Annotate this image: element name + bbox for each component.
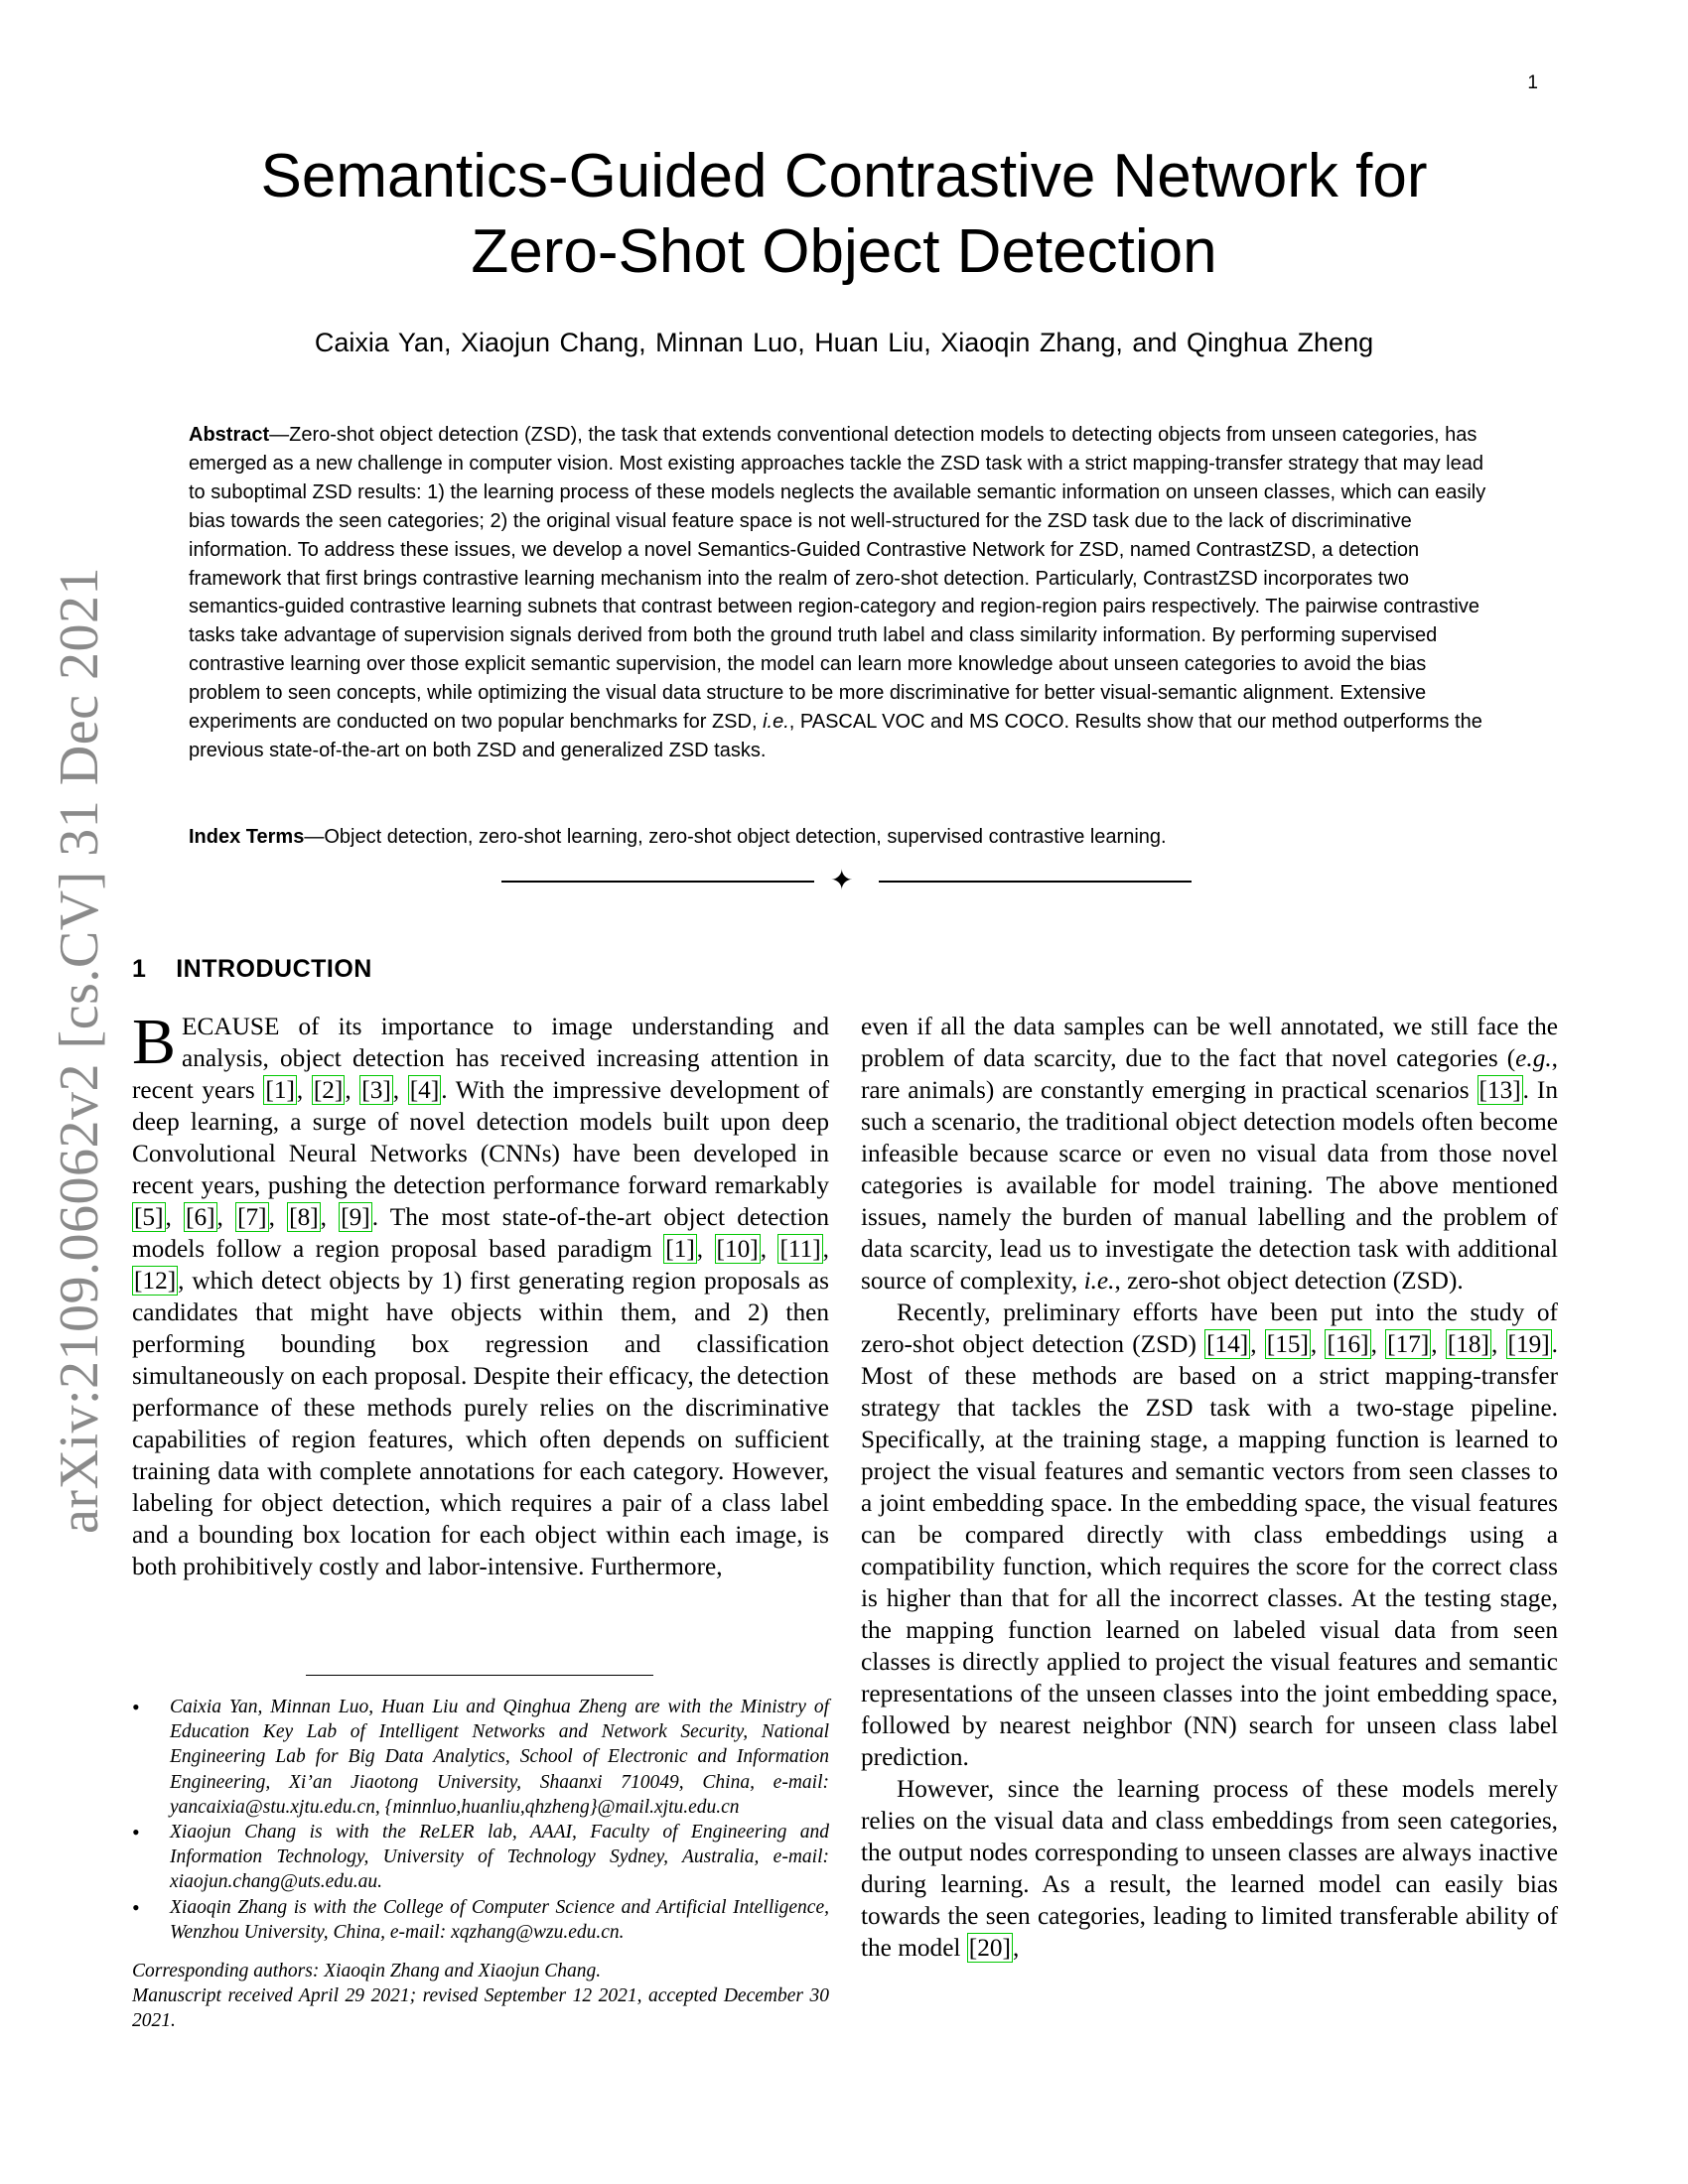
citation-link[interactable]: [4] <box>409 1076 440 1104</box>
abstract-label: Abstract <box>189 424 270 446</box>
abstract-text-end: , PASCAL VOC and MS COCO. Results show that our method outperforms the previous state-of-the-art on both ZSD and generalized ZSD tasks. <box>189 711 1482 761</box>
section-title-rest: NTRODUCTION <box>183 955 372 983</box>
citation-link[interactable]: [12] <box>134 1267 177 1295</box>
citation-link[interactable]: [11] <box>779 1235 821 1263</box>
text-segment: , which detect objects by 1) first generating region proposals as candidates that might have objects within them, and 2) then performing bounding box regression and classification simultaneously on each proposal. Despite their efficacy, the detection performance of these methods purely relies on the discriminative capabilities of region features, which often depends on sufficient training data with complete annotations for each category. However, labeling for object detection, which requires a pair of a class label and a bounding box location for each object within each image, is both prohibitively costly and labor-intensive. Furthermore, <box>132 1267 829 1580</box>
index-terms-label: Index Terms <box>189 826 305 848</box>
corresponding-authors: Corresponding authors: Xiaoqin Zhang and Xiaojun Chang. <box>132 1961 602 1982</box>
citation-link[interactable]: [18] <box>1447 1330 1489 1358</box>
footnote-rule <box>306 1675 653 1676</box>
citation-link[interactable]: [3] <box>361 1076 391 1104</box>
intro-paragraph-1-cont <box>861 1011 1558 1297</box>
separator-diamond-icon: ✦ <box>830 864 854 896</box>
title-line-1: Semantics-Guided Contrastive Network for <box>260 142 1428 210</box>
text-segment: . With the impressive development of deep learning, a surge of novel detection models built upon deep Convolutional Neural Networks (CNNs) have been developed in recent years, pushing the detection performance forward remarkably <box>132 1076 830 1199</box>
citation-link[interactable]: [14] <box>1206 1330 1249 1358</box>
text-segment: . Most of these methods are based on a strict mapping-transfer strategy that tackles the ZSD task with a two-stage pipeline. Specifically, at the training stage, a mapping function is learned to project the visual features and semantic vectors from seen classes to a joint embedding space. In the embedding space, the visual features can be compared directly with class embeddings using a compatibility function, which requires the score for the correct class is higher than that for all the incorrect classes. At the testing stage, the mapping function learned on labeled visual data from seen classes is directly applied to project the visual features and semantic representations of the unseen classes into the joint embedding space, followed by nearest neighbor (NN) search for unseen class label prediction. <box>861 1330 1558 1771</box>
text-segment: of its importance to image understanding and analysis, object detection has received increasing attention in recent years <box>132 1013 829 1104</box>
affiliation-footnote: • Xiaojun Chang is with the ReLER lab, AAAI, Faculty of Engineering and Information Technology, University of Technology Sydney, Australia, e-mail: xiaojun.chang@uts.edu.au. <box>132 1820 829 1895</box>
text-segment: , rare animals) are constantly emerging in practical scenarios <box>861 1044 1558 1104</box>
drop-cap: B <box>132 1006 177 1078</box>
intro-paragraph-3 <box>861 1773 1558 1964</box>
separator-line-left <box>501 881 814 883</box>
citation-link[interactable]: [6] <box>186 1203 215 1231</box>
text-segment: . In such a scenario, the traditional object detection models often become infeasible because scarce or even no visual data from those novel categories is available for model training. The above mentioned issues, namely the burden of manual labelling and the problem of data scarcity, lead us to investigate the detection task with additional source of complexity, <box>861 1076 1558 1295</box>
right-column <box>861 1011 1558 1964</box>
citation-link[interactable]: [7] <box>237 1203 267 1231</box>
abstract-ie: i.e. <box>763 711 789 734</box>
text-segment: However, since the learning process of these models merely relies on the visual data and class embeddings from seen categories, the output nodes corresponding to unseen classes are always inactive during learning. As a result, the learned model can easily bias towards the seen categories, leading to limited transferable ability of the model <box>861 1775 1558 1962</box>
footnote-extra <box>132 1959 829 2034</box>
smallcaps-lead: ECAUSE <box>182 1013 280 1040</box>
left-column <box>132 1006 830 1582</box>
index-terms <box>189 823 1499 851</box>
section-title-initial: I <box>176 955 184 983</box>
arxiv-stamp: arXiv:2109.06062v2 [cs.CV] 31 Dec 2021 <box>49 567 110 1534</box>
citation-link[interactable]: [1] <box>665 1235 695 1263</box>
abstract-text: —Zero-shot object detection (ZSD), the task that extends conventional detection models to detecting objects from unseen categories, has emerged as a new challenge in computer vision. Most existing approaches tackle the ZSD task with a strict mapping-transfer strategy that may lead to suboptimal ZSD results: 1) the learning process of these models neglects the available semantic information on unseen classes, which can easily bias towards the seen categories; 2) the original visual feature space is not well-structured for the ZSD task due to the lack of discriminative information. To address these issues, we develop a novel Semantics-Guided Contrastive Network for ZSD, named ContrastZSD, a detection framework that first brings contrastive learning mechanism into the realm of zero-shot detection. Particularly, ContrastZSD incorporates two semantics-guided contrastive learning subnets that contrast between region-category and region-region pairs respectively. The pairwise contrastive tasks take advantage of supervision signals derived from both the ground truth label and class similarity information. By performing supervised contrastive learning over those explicit semantic supervision, the model can learn more knowledge about unseen categories to avoid the bias problem to seen concepts, while optimizing the visual data structure to be more discriminative for better visual-semantic alignment. Extensive experiments are conducted on two popular benchmarks for ZSD, <box>189 424 1486 734</box>
intro-paragraph-1: BECAUSE of its importance to image understanding and analysis, object detection has received increasing attention in recent years [1], [2], [3], [4]. With the impressive development of deep learning, a surge of novel detection models built upon deep Convolutional Neural Networks (CNNs) have been developed in recent years, pushing the detection performance forward remarkably [5], [6], [7], [8], [9]. The most state-of-the-art object detection models follow a region proposal based paradigm [1], [10], [11], [12], which detect objects by 1) first generating region proposals as candidates that might have objects within them, and 2) then performing bounding box regression and classification simultaneously on each proposal. Despite their efficacy, the detection performance of these methods purely relies on the discriminative capabilities of region features, which often depends on sufficient training data with complete annotations for each category. However, labeling for object detection, which requires a pair of a class label and a bounding box location for each object within each image, is both prohibitively costly and labor-intensive. Furthermore, <box>132 1006 830 1580</box>
affiliation-footnote: • Xiaoqin Zhang is with the College of Computer Science and Artificial Intelligence, Wenzhou University, China, e-mail: xqzhang@wzu.edu.cn. <box>132 1895 829 1945</box>
citation-link[interactable]: [16] <box>1327 1330 1369 1358</box>
affiliation-footnote: • Caixia Yan, Minnan Luo, Huan Liu and Qinghua Zheng are with the Ministry of Education Key Lab of Intelligent Networks and Network Security, National Engineering Lab for Big Data Analytics, School of Electronic and Information Engineering, Xi’an Jiaotong University, Shaanxi 710049, China, e-mail: yancaixia@stu.xjtu.edu.cn, {minnluo,huanliu,qhzheng}@mail.xjtu.edu.cn <box>132 1695 829 1820</box>
citation-link[interactable]: [17] <box>1387 1330 1430 1358</box>
page-number: 1 <box>1527 72 1538 93</box>
citation-link[interactable]: [5] <box>134 1203 164 1231</box>
citation-link[interactable]: [20] <box>968 1934 1011 1962</box>
paper-title <box>149 139 1539 290</box>
citation-link[interactable]: [8] <box>289 1203 319 1231</box>
footnotes <box>132 1695 829 2034</box>
text-eg: e.g. <box>1515 1044 1552 1072</box>
citation-link[interactable]: [13] <box>1478 1076 1521 1104</box>
manuscript-dates: Manuscript received April 29 2021; revised September 12 2021, accepted December 30 2021. <box>132 1985 829 2032</box>
text-segment: . The most state-of-the-art object detection models follow a region proposal based paradigm <box>132 1203 829 1263</box>
citation-link[interactable]: [1] <box>265 1076 295 1104</box>
intro-paragraph-2: Recently, preliminary efforts have been put into the study of zero-shot object detection (ZSD) [14], [15], [16], [17], [18], [19]. Most of these methods are based on a strict mapping-transfer strategy that tackles the ZSD task with a two-stage pipeline. Specifically, at the training stage, a mapping function is learned to project the visual features and semantic vectors from seen classes to a joint embedding space. In the embedding space, the visual features can be compared directly with class embeddings using a compatibility function, which requires the score for the correct class is higher than that for all the incorrect classes. At the testing stage, the mapping function learned on labeled visual data from seen classes is directly applied to project the visual features and semantic representations of the unseen classes into the joint embedding space, followed by nearest neighbor (NN) search for unseen class label prediction. <box>861 1298 1558 1771</box>
citation-link[interactable]: [10] <box>716 1235 759 1263</box>
citation-link[interactable]: [2] <box>313 1076 344 1104</box>
text-segment: , <box>1012 1934 1020 1962</box>
text-segment: Recently, preliminary efforts have been put into the study of zero-shot object detection (ZSD) <box>861 1298 1558 1358</box>
affiliation-list <box>132 1695 829 1945</box>
text-segment: , zero-shot object detection (ZSD). <box>1114 1267 1464 1295</box>
text-segment: even if all the data samples can be well annotated, we still face the problem of data scarcity, due to the fact that novel categories ( <box>861 1013 1558 1072</box>
title-line-2: Zero-Shot Object Detection <box>471 217 1217 286</box>
abstract <box>189 421 1499 765</box>
separator-line-right <box>879 881 1192 883</box>
index-terms-text: —Object detection, zero-shot learning, zero-shot object detection, supervised contrastive learning. <box>304 826 1167 848</box>
citation-link[interactable]: [19] <box>1507 1330 1550 1358</box>
section-number: 1 <box>132 955 147 983</box>
citation-link[interactable]: [9] <box>341 1203 370 1231</box>
citation-link[interactable]: [15] <box>1266 1330 1309 1358</box>
section-heading-introduction <box>132 955 372 984</box>
text-ie: i.e. <box>1083 1267 1115 1295</box>
author-list: Caixia Yan, Xiaojun Chang, Minnan Luo, Huan Liu, Xiaoqin Zhang, and Qinghua Zheng <box>314 328 1374 357</box>
